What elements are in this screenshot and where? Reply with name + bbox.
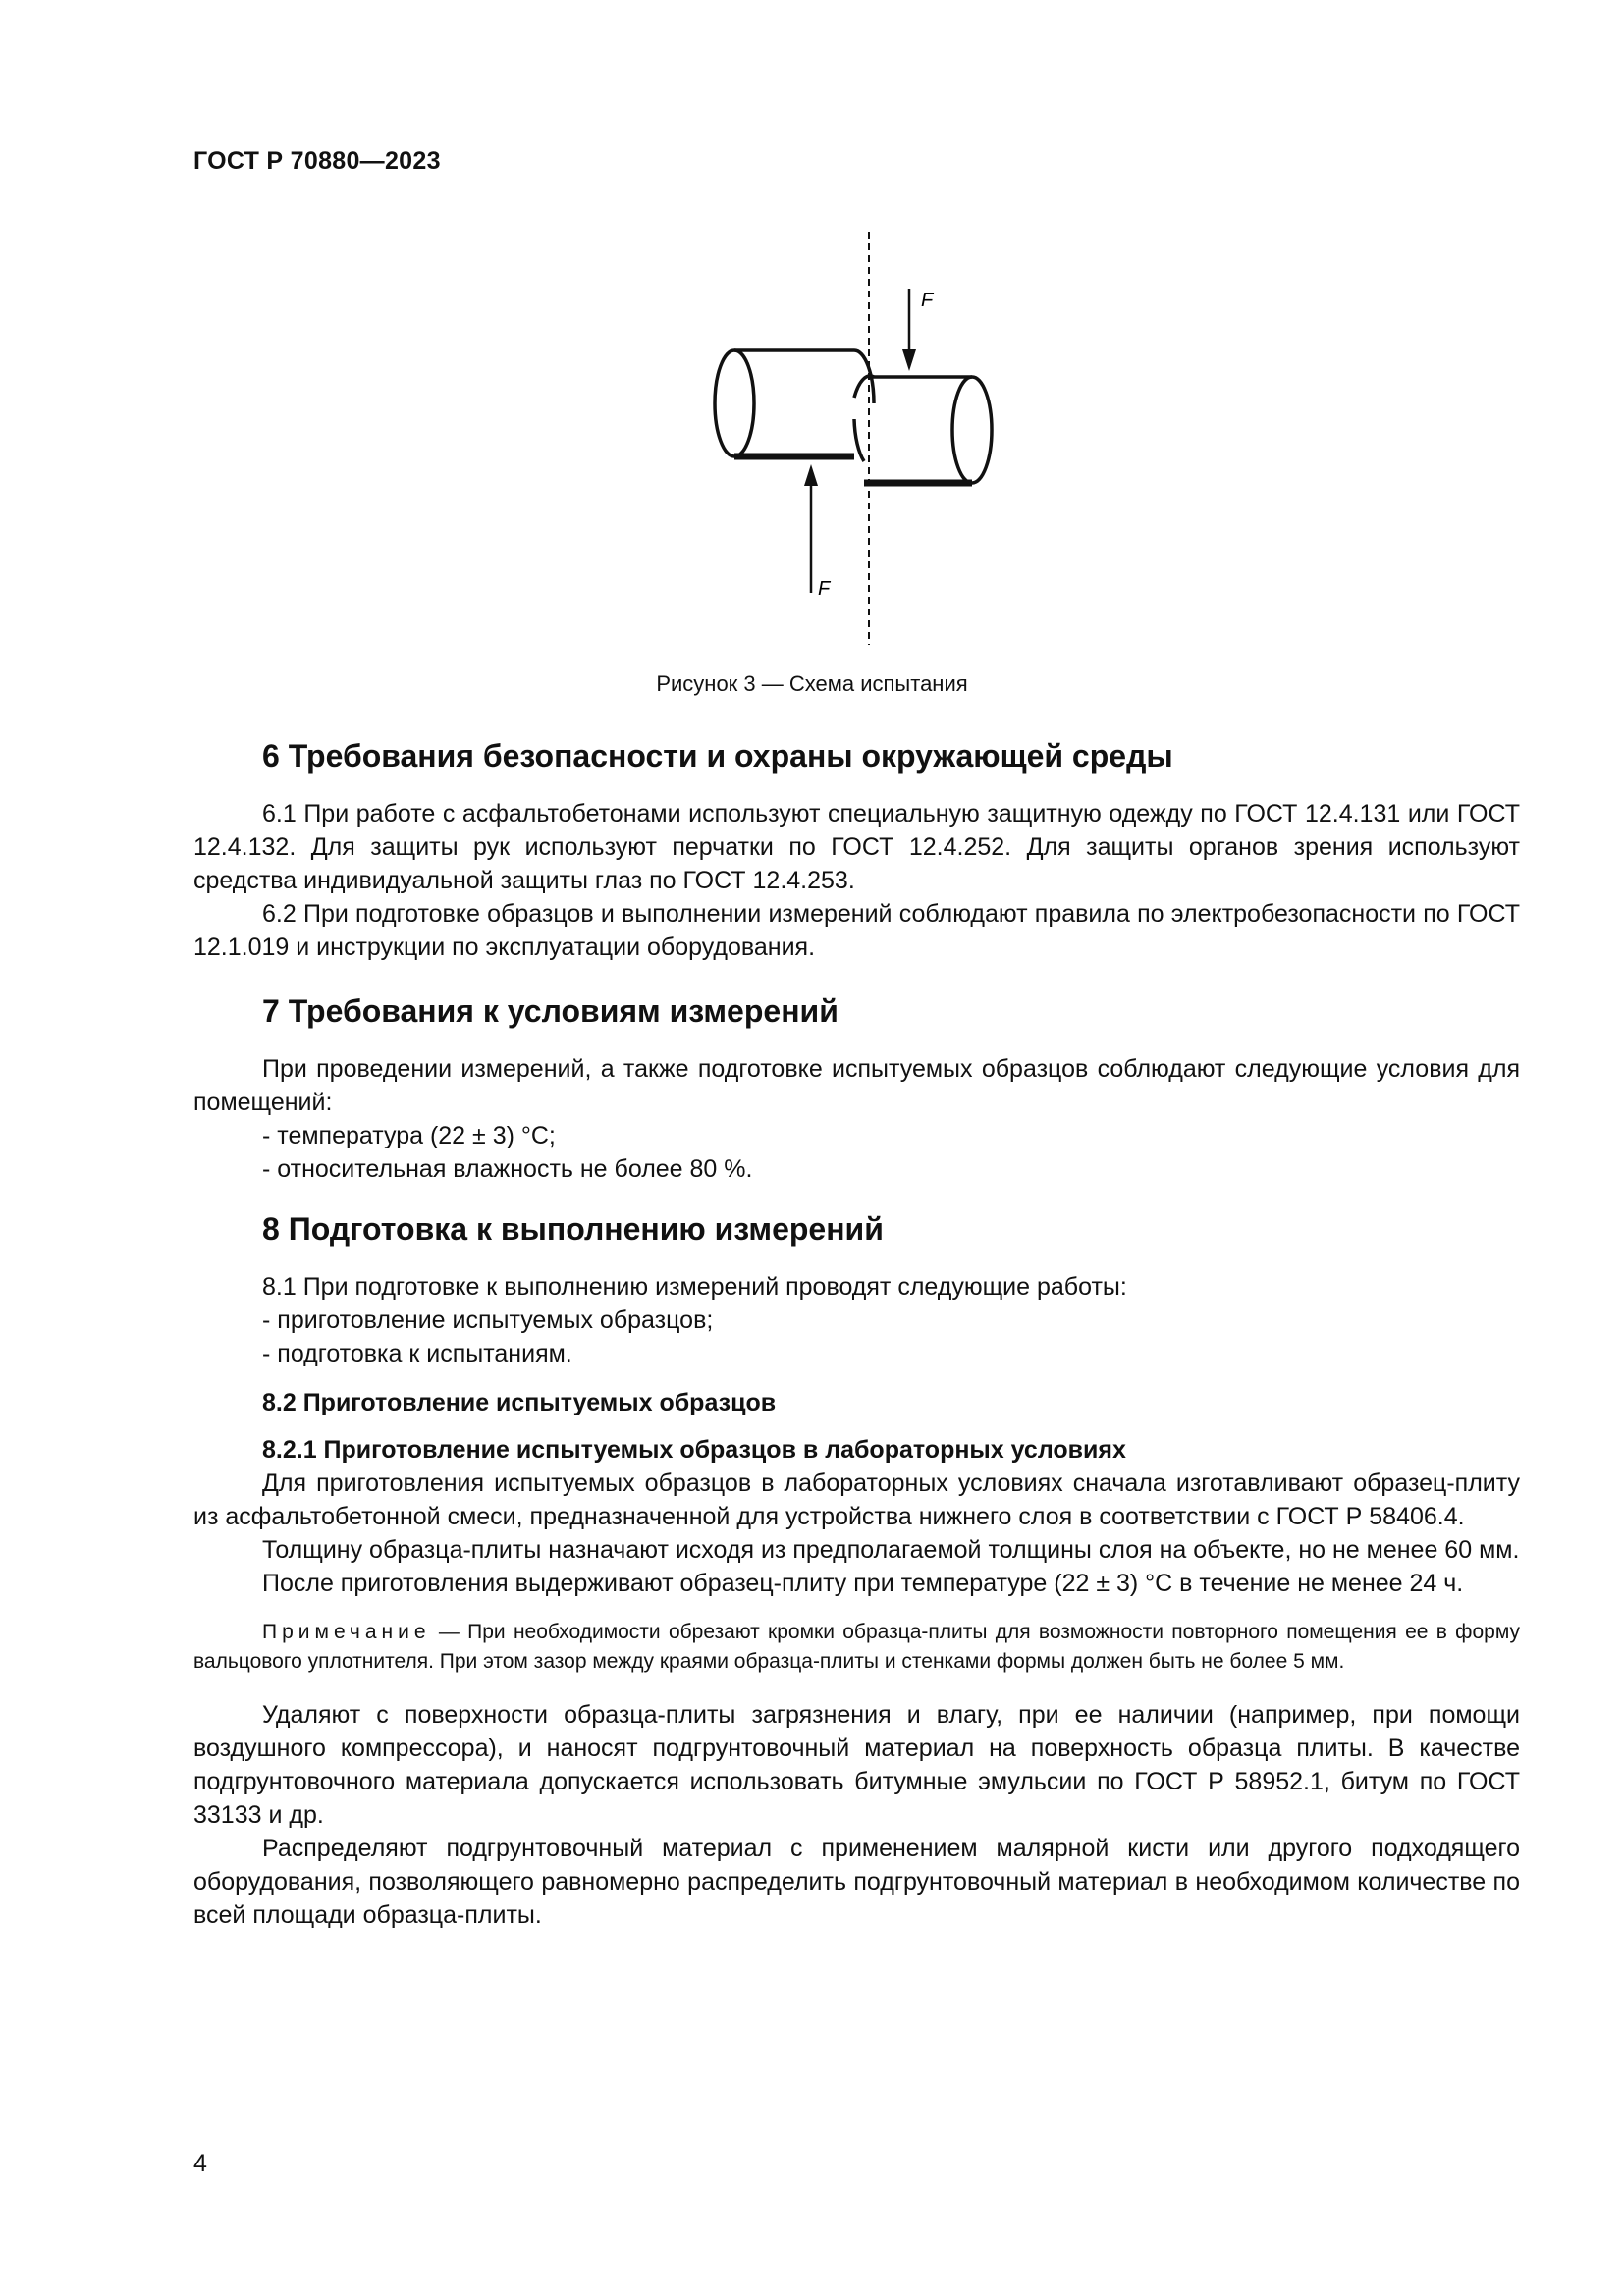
test-scheme-diagram <box>687 228 1001 650</box>
left-cylinder <box>715 350 874 456</box>
list-item: - температура (22 ± 3) °С; <box>193 1119 1520 1152</box>
section-8-title: 8 Подготовка к выполнению измерений <box>262 1211 884 1247</box>
test-scheme-figure <box>687 228 1001 650</box>
list-item: - относительная влажность не более 80 %. <box>193 1152 1520 1186</box>
list-item: - приготовление испытуемых образцов; <box>193 1304 1520 1337</box>
force-arrow-bottom <box>804 464 818 593</box>
force-label-bottom: F <box>818 578 831 600</box>
paragraph-8-1: 8.1 При подготовке к выполнению измерений проводят следующие работы: <box>262 1273 1127 1301</box>
subsection-8-2-1-title: 8.2.1 Приготовление испытуемых образцов в лабораторных условиях <box>262 1436 1126 1464</box>
document-code-header: ГОСТ Р 70880—2023 <box>193 147 441 175</box>
section-7-title: 7 Требования к условиям измерений <box>262 993 839 1029</box>
paragraph-8-2-1-c: После приготовления выдерживают образец-плиту при температуре (22 ± 3) °С в течение не менее 24 ч. <box>262 1570 1464 1597</box>
figure-caption: Рисунок 3 — Схема испытания <box>656 671 968 696</box>
section-6-title: 6 Требования безопасности и охраны окружающей среды <box>262 738 1173 774</box>
page-number: 4 <box>193 2150 207 2177</box>
paragraph-8-2-1-a: Для приготовления испытуемых образцов в лабораторных условиях сначала изготавливают образец-плиту из асфальтобетонной смеси, предназначенной для устройства нижнего слоя в соответствии с ГОСТ Р 58406.4. <box>193 1469 1520 1530</box>
list-item: - подготовка к испытаниям. <box>193 1337 1520 1370</box>
note-label: Примечание <box>262 1621 431 1643</box>
note-text: — При необходимости обрезают кромки образца-плиты для возможности повторного помещения ее в форму вальцового уплотнителя. При этом зазор между краями образца-плиты и стенками формы должен быть не более 5 мм. <box>193 1621 1520 1673</box>
main-content <box>193 736 1520 1932</box>
subsection-8-2-title: 8.2 Приготовление испытуемых образцов <box>262 1389 777 1416</box>
paragraph-7-1: При проведении измерений, а также подготовке испытуемых образцов соблюдают следующие условия для помещений: <box>193 1055 1520 1116</box>
paragraph-8-2-1-e: Распределяют подгрунтовочный материал с применением малярной кисти или другого подходящего оборудования, позволяющего равномерно распределить подгрунтовочный материал в необходимом количестве по всей площади образца-плиты. <box>193 1835 1520 1929</box>
paragraph-8-2-1-b: Толщину образца-плиты назначают исходя из предполагаемой толщины слоя на объекте, но не менее 60 мм. <box>262 1536 1520 1564</box>
paragraph-6-1: 6.1 При работе с асфальтобетонами используют специальную защитную одежду по ГОСТ 12.4.131 или ГОСТ 12.4.132. Для защиты рук используют перчатки по ГОСТ 12.4.252. Для защиты органов зрения используют средства индивидуальной защиты глаз по ГОСТ 12.4.253. <box>193 800 1520 894</box>
note-block <box>193 1618 1520 1677</box>
force-label-top: F <box>921 290 934 311</box>
paragraph-8-2-1-d: Удаляют с поверхности образца-плиты загрязнения и влагу, при ее наличии (например, при помощи воздушного компрессора), и наносят подгрунтовочный материал на поверхность образца плиты. В качестве подгрунтовочного материала допускается использовать битумные эмульсии по ГОСТ Р 58952.1, битум по ГОСТ 33133 и др. <box>193 1701 1520 1829</box>
force-arrow-top <box>902 289 916 371</box>
paragraph-6-2: 6.2 При подготовке образцов и выполнении измерений соблюдают правила по электробезопасности по ГОСТ 12.1.019 и инструкции по эксплуатации оборудования. <box>193 900 1520 961</box>
